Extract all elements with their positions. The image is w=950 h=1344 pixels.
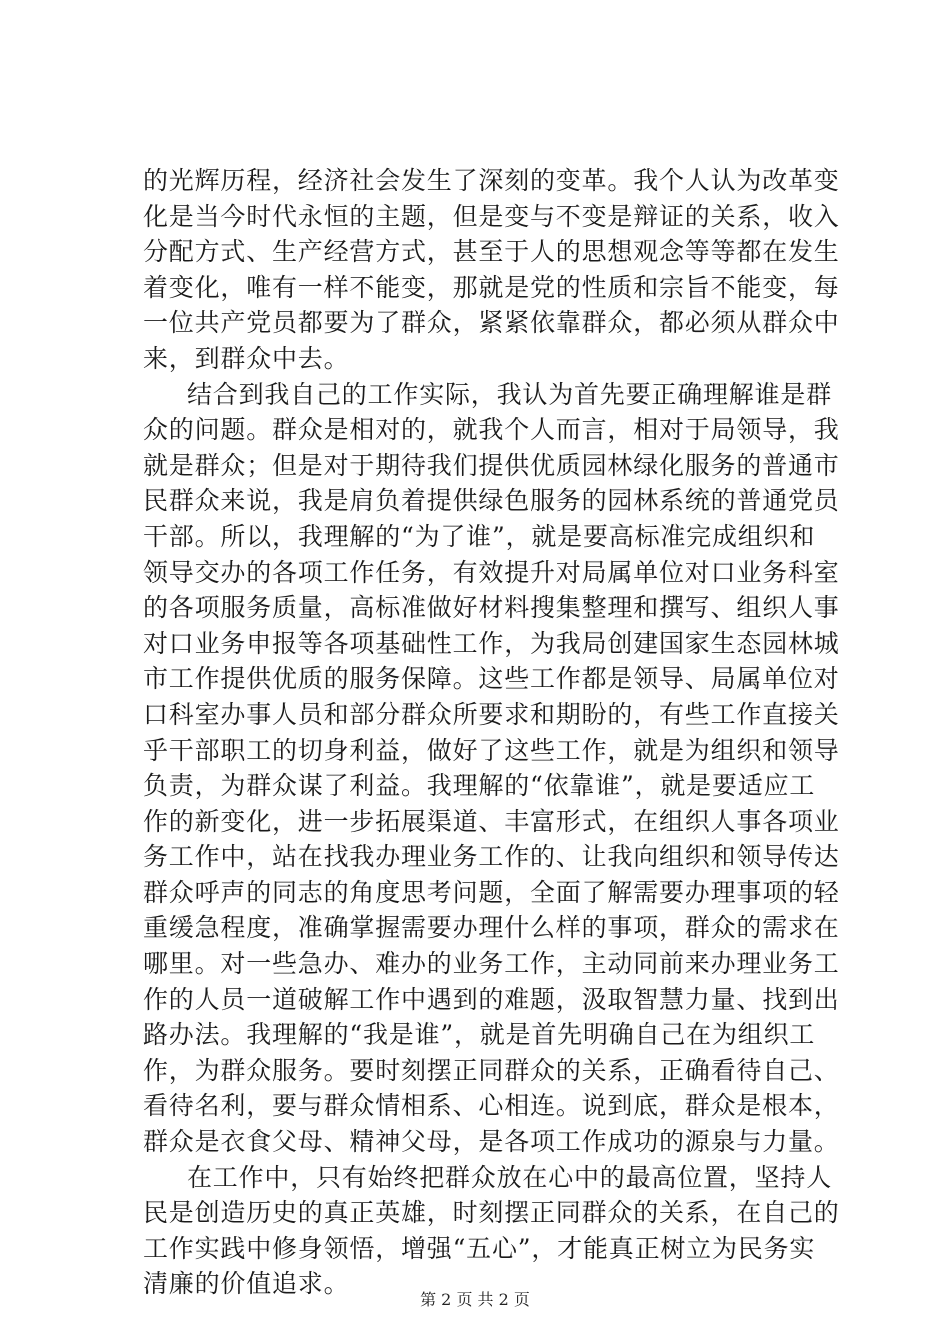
paragraph-line: 干部。所以，我理解的“为了谁”，就是要高标准完成组织和 xyxy=(143,521,816,551)
paragraph-line: 工作实践中修身领悟，增强“五心”，才能真正树立为民务实 xyxy=(143,1233,816,1263)
paragraph-line: 就是群众；但是对于期待我们提供优质园林绿化服务的普通市 xyxy=(143,450,840,480)
paragraph-line: 务工作中，站在找我办理业务工作的、让我向组织和领导传达 xyxy=(143,842,840,872)
paragraph-line: 作的人员一道破解工作中遇到的难题，汲取智慧力量、找到出 xyxy=(143,984,840,1014)
paragraph-line: 哪里。对一些急办、难办的业务工作，主动同前来办理业务工 xyxy=(143,949,840,979)
paragraph-line: 负责，为群众谋了利益。我理解的“依靠谁”，就是要适应工 xyxy=(143,771,816,801)
paragraph-line: 乎干部职工的切身利益，做好了这些工作，就是为组织和领导 xyxy=(143,735,840,765)
paragraph-line: 分配方式、生产经营方式，甚至于人的思想观念等等都在发生 xyxy=(143,237,840,267)
paragraph-line: 口科室办事人员和部分群众所要求和期盼的，有些工作直接关 xyxy=(143,699,840,729)
paragraph-line: 在工作中，只有始终把群众放在心中的最高位置，坚持人 xyxy=(187,1162,833,1192)
paragraph-line: 领导交办的各项工作任务，有效提升对局属单位对口业务科室 xyxy=(143,557,840,587)
paragraph-line: 众的问题。群众是相对的，就我个人而言，相对于局领导，我 xyxy=(143,415,840,445)
paragraph-line: 着变化，唯有一样不能变，那就是党的性质和宗旨不能变，每 xyxy=(143,272,840,302)
paragraph-line: 清廉的价值追求。 xyxy=(143,1269,350,1299)
paragraph-line: 群众呼声的同志的角度思考问题，全面了解需要办理事项的轻 xyxy=(143,877,840,907)
paragraph-line: 看待名利，要与群众情相系、心相连。说到底，群众是根本， xyxy=(143,1091,840,1121)
paragraph-line: 路办法。我理解的“我是谁”，就是首先明确自己在为组织工 xyxy=(143,1020,816,1050)
paragraph-line: 市工作提供优质的服务保障。这些工作都是领导、局属单位对 xyxy=(143,664,840,694)
paragraph-line: 结合到我自己的工作实际，我认为首先要正确理解谁是群 xyxy=(187,379,833,409)
paragraph-line: 一位共产党员都要为了群众，紧紧依靠群众，都必须从群众中 xyxy=(143,308,840,338)
paragraph-line: 群众是衣食父母、精神父母，是各项工作成功的源泉与力量。 xyxy=(143,1127,840,1157)
paragraph-line: 的光辉历程，经济社会发生了深刻的变革。我个人认为改革变 xyxy=(143,166,840,195)
paragraph-line: 对口业务申报等各项基础性工作，为我局创建国家生态园林城 xyxy=(143,628,840,658)
paragraph-line: 民是创造历史的真正英雄，时刻摆正同群众的关系，在自己的 xyxy=(143,1198,840,1228)
document-body xyxy=(143,163,840,1302)
paragraph-line: 的各项服务质量，高标准做好材料搜集整理和撰写、组织人事 xyxy=(143,593,840,623)
page-number-footer: 第 2 页 共 2 页 xyxy=(420,1290,530,1309)
paragraph-line: 作，为群众服务。要时刻摆正同群众的关系，正确看待自己、 xyxy=(143,1055,840,1085)
paragraph-line: 作的新变化，进一步拓展渠道、丰富形式，在组织人事各项业 xyxy=(143,806,840,836)
paragraph-line: 重缓急程度，准确掌握需要办理什么样的事项，群众的需求在 xyxy=(143,913,840,943)
paragraph-line: 来，到群众中去。 xyxy=(143,343,350,373)
paragraph-line: 化是当今时代永恒的主题，但是变与不变是辩证的关系，收入 xyxy=(143,201,840,231)
paragraph-line: 民群众来说，我是肩负着提供绿色服务的园林系统的普通党员 xyxy=(143,486,840,516)
